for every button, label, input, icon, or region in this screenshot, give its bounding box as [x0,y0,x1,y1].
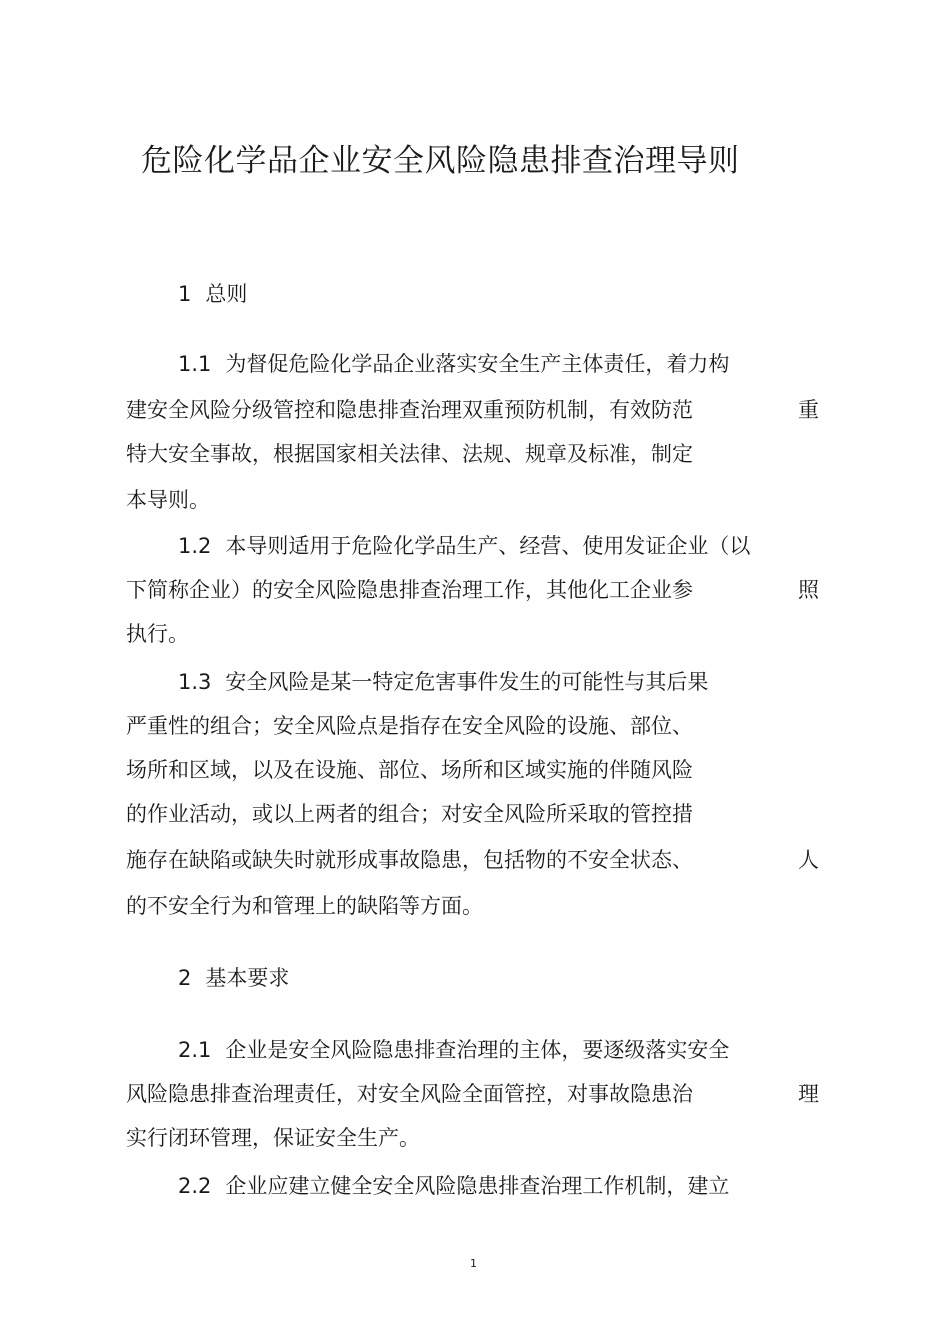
paragraph-line-end: 理 [798,1082,819,1106]
clause-number: 1.2 [178,534,212,558]
paragraph-text: 本导则适用于危险化学品生产、经营、使用发证企业（以 [225,534,751,558]
paragraph-line [178,1036,729,1064]
paragraph-line-end: 重 [798,398,819,422]
paragraph-line: 风险隐患排查治理责任，对安全风险全面管控，对事故隐患治 [126,1082,693,1106]
paragraph-line: 建安全风险分级管控和隐患排查治理双重预防机制，有效防范 [126,398,693,422]
section-number: 1 [178,282,192,306]
section-title: 总则 [205,282,248,306]
paragraph-line [178,350,729,378]
clause-number: 1.1 [178,352,212,376]
section-title: 基本要求 [205,966,290,990]
clause-number: 1.3 [178,670,212,694]
paragraph-line: 本导则。 [126,488,210,512]
paragraph-text: 为督促危险化学品企业落实安全生产主体责任，着力构 [225,352,730,376]
paragraph-line: 的作业活动，或以上两者的组合；对安全风险所采取的管控措 [126,802,693,826]
paragraph-line-end: 人 [798,848,819,872]
page-number: 1 [470,1257,477,1270]
clause-number: 2.1 [178,1038,212,1062]
paragraph-line: 执行。 [126,622,189,646]
section-number: 2 [178,966,192,990]
paragraph-line-end: 照 [798,578,819,602]
paragraph-line: 施存在缺陷或缺失时就形成事故隐患，包括物的不安全状态、 [126,848,693,872]
paragraph-text: 安全风险是某一特定危害事件发生的可能性与其后果 [225,670,709,694]
section-heading-basic-requirements [178,964,289,992]
clause-number: 2.2 [178,1174,212,1198]
paragraph-line: 严重性的组合；安全风险点是指存在安全风险的设施、部位、 [126,714,693,738]
paragraph-line: 下简称企业）的安全风险隐患排查治理工作，其他化工企业参 [126,578,693,602]
paragraph-line: 的不安全行为和管理上的缺陷等方面。 [126,894,483,918]
paragraph-line [178,668,708,696]
paragraph-line [178,532,750,560]
paragraph-line: 场所和区域，以及在设施、部位、场所和区域实施的伴随风险 [126,758,693,782]
section-heading-general [178,280,247,308]
paragraph-text: 企业应建立健全安全风险隐患排查治理工作机制，建立 [225,1174,730,1198]
paragraph-line: 特大安全事故，根据国家相关法律、法规、规章及标准，制定 [126,442,693,466]
paragraph-line [178,1172,729,1200]
paragraph-text: 企业是安全风险隐患排查治理的主体，要逐级落实安全 [225,1038,730,1062]
paragraph-line: 实行闭环管理，保证安全生产。 [126,1126,420,1150]
document-title: 危险化学品企业安全风险隐患排查治理导则 [141,143,740,179]
